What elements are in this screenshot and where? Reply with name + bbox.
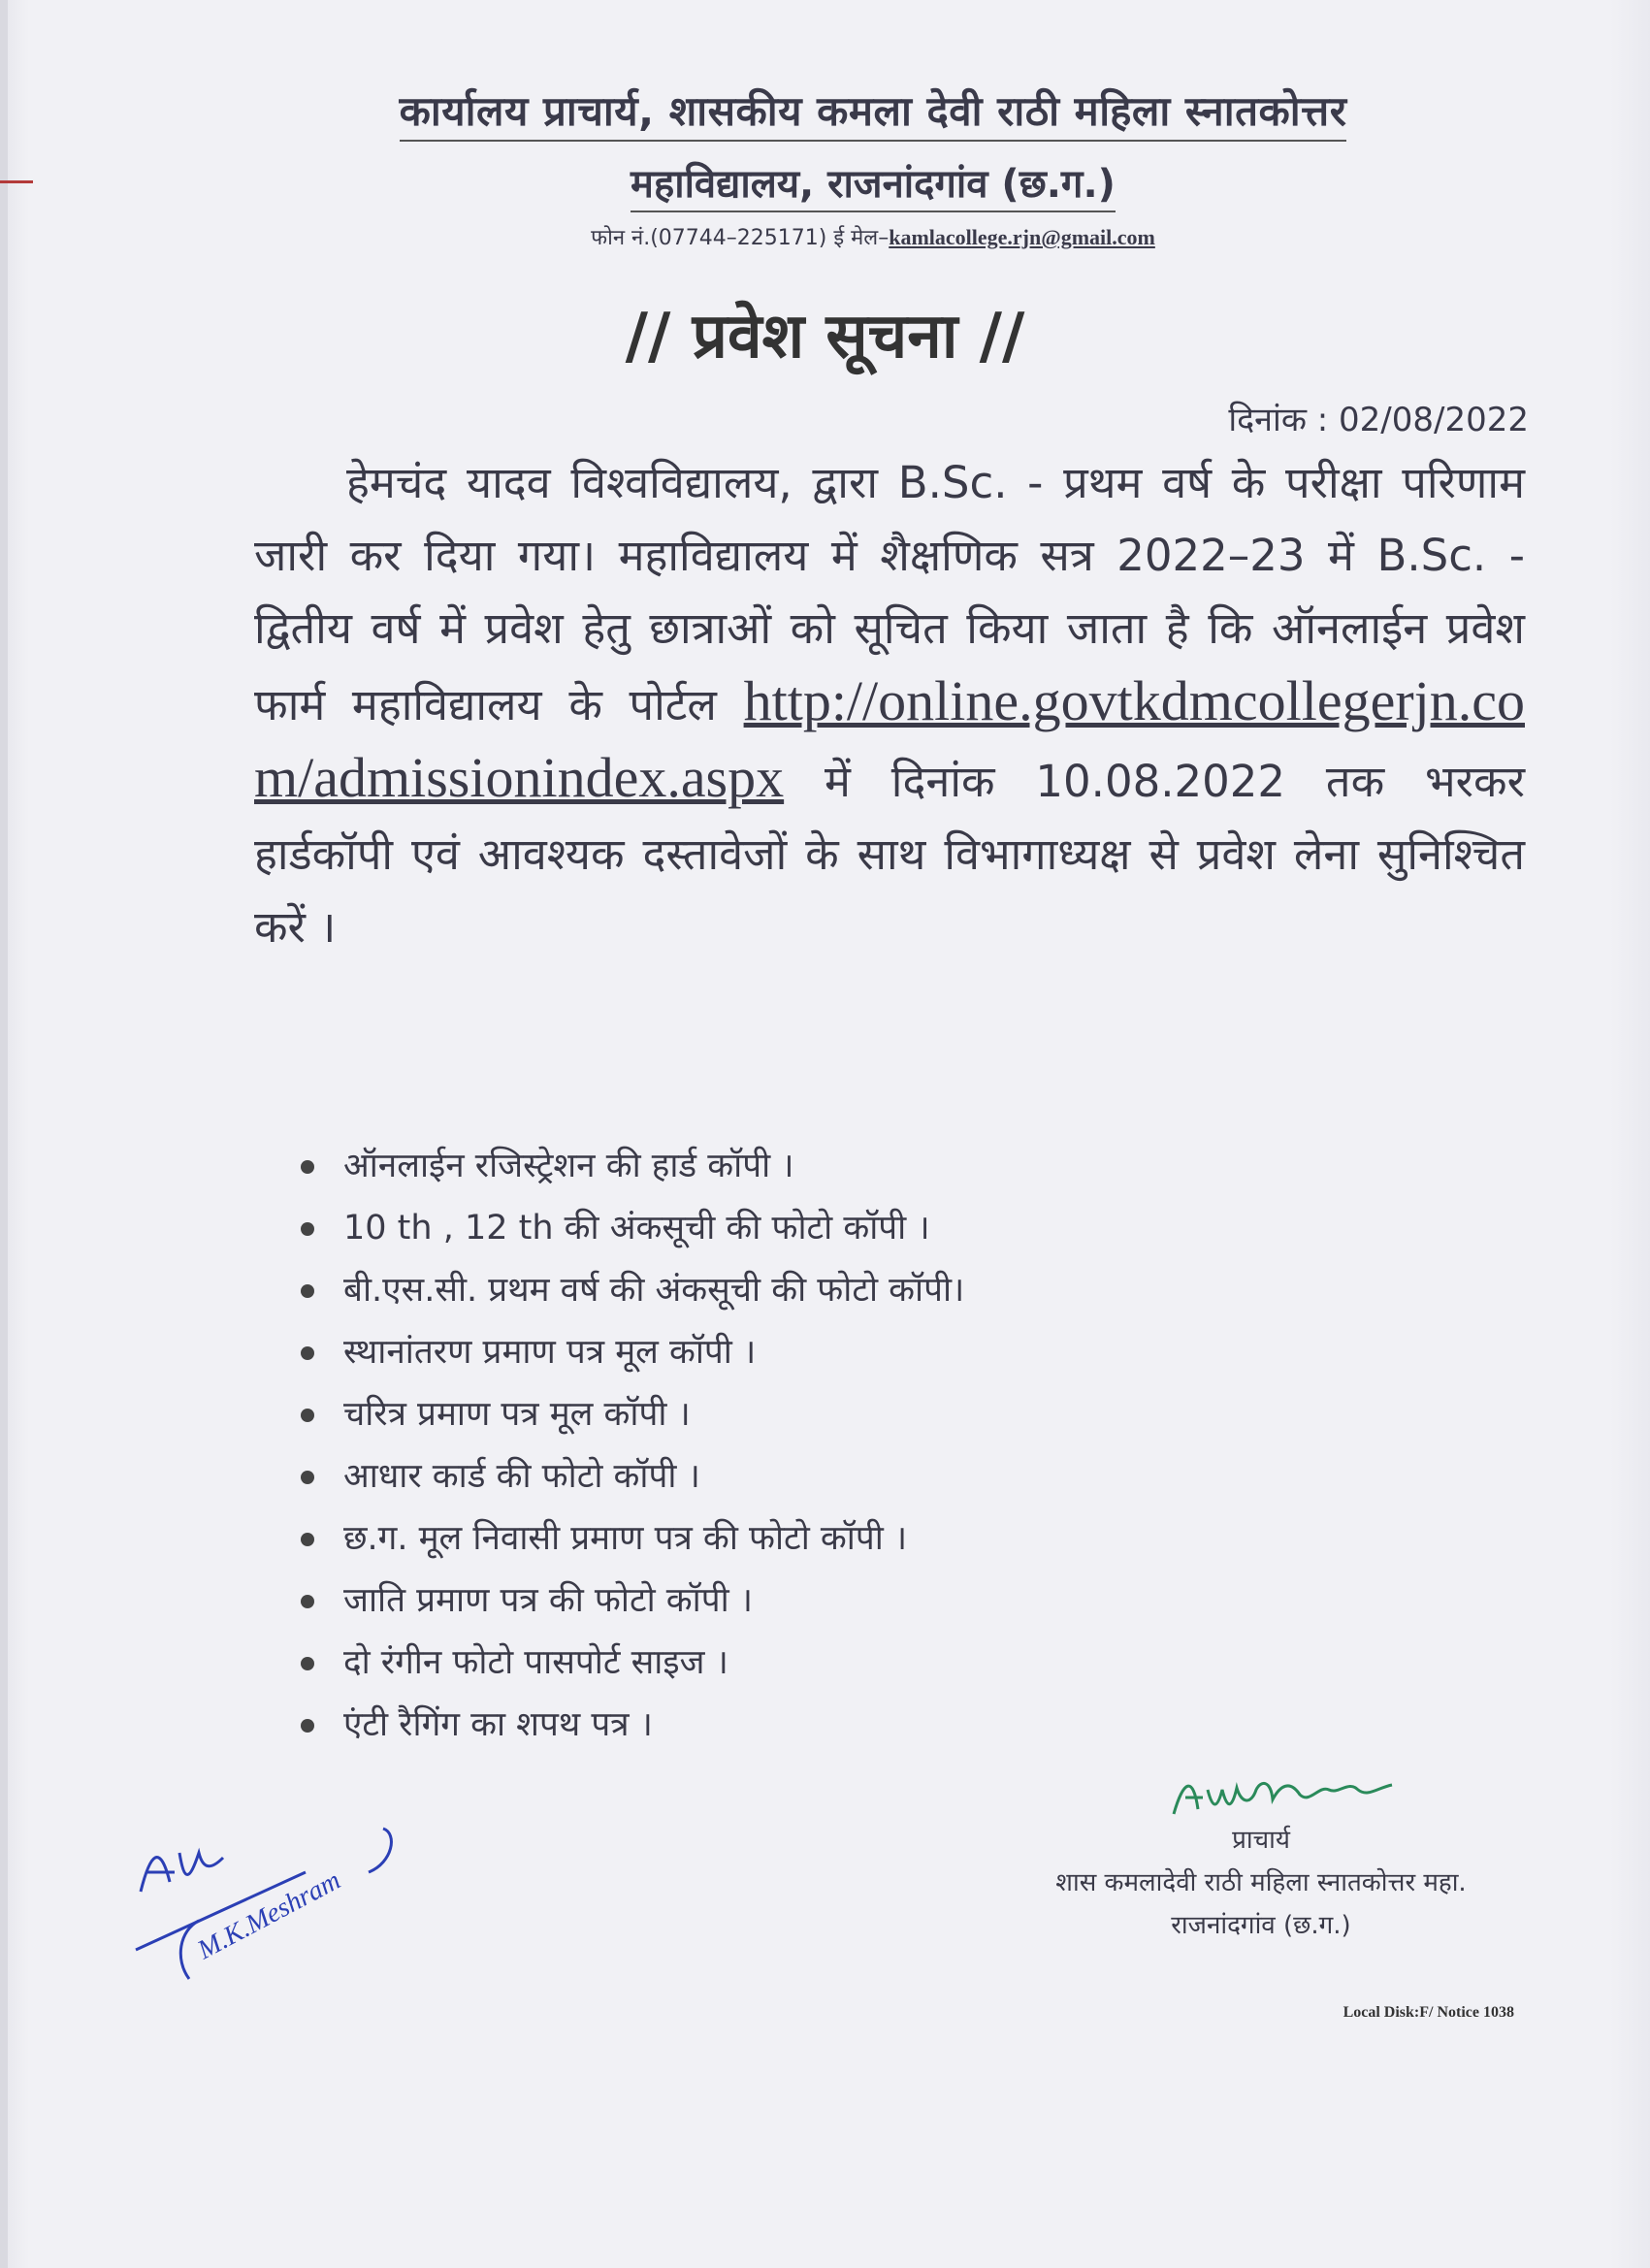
bullet-icon <box>301 1657 314 1670</box>
office-name: शास कमलादेवी राठी महिला स्नातकोत्तर महा. <box>1055 1868 1467 1897</box>
notice-title: // प्रवेश सूचना // <box>625 301 1025 373</box>
list-item: बी.एस.सी. प्रथम वर्ष की अंकसूची की फोटो कॉपी। <box>301 1259 964 1321</box>
list-item: चरित्र प्रमाण पत्र मूल कॉपी । <box>301 1383 964 1445</box>
bullet-icon <box>301 1160 314 1174</box>
letterhead-line-1: कार्यालय प्राचार्य, शासकीय कमला देवी राठी महिला स्नातकोत्तर <box>400 82 1347 142</box>
bullet-icon <box>301 1719 314 1733</box>
principal-signature-block <box>951 1761 1571 1941</box>
file-reference: Local Disk:F/ Notice 1038 <box>1343 2004 1514 2021</box>
body-part-1: हेमचंद यादव विश्वविद्यालय, द्वारा B.Sc. - प्रथम वर्ष के परीक्षा परिणाम जारी कर दिया गया। महाविद्यालय में शैक्षणिक सत्र 2022–23 में B.Sc. - द्वितीय वर्ष में प्रवेश हेतु छात्राओं को सूचित किया जाता है कि ऑनलाईन प्रवेश फार्म महाविद्यालय के पोर्टल <box>254 457 1525 730</box>
phone-text: फोन नं.(07744–225171) ई मेल– <box>591 226 890 250</box>
email-address: kamlacollege.rjn@gmail.com <box>889 225 1155 249</box>
list-item: एंटी रैगिंग का शपथ पत्र । <box>301 1694 964 1756</box>
list-item: दो रंगीन फोटो पासपोर्ट साइज । <box>301 1632 964 1694</box>
bullet-icon <box>301 1222 314 1236</box>
bullet-icon <box>301 1471 314 1484</box>
svg-text:M.K.Meshram: M.K.Meshram <box>192 1864 346 1966</box>
list-item: जाति प्रमाण पत्र की फोटो कॉपी । <box>301 1570 964 1632</box>
letterhead-line-2: महाविद्यालय, राजनांदगांव (छ.ग.) <box>631 155 1116 212</box>
bullet-icon <box>301 1284 314 1298</box>
list-item: छ.ग. मूल निवासी प्रमाण पत्र की फोटो कॉपी । <box>301 1507 964 1570</box>
bullet-icon <box>301 1595 314 1608</box>
list-item: आधार कार्ड की फोटो कॉपी । <box>301 1445 964 1507</box>
admission-portal-link[interactable]: http://online.govtkdmcollegerjn.com/admissionindex.aspx <box>254 669 1525 809</box>
contact-line <box>243 222 1504 251</box>
list-item: स्थानांतरण प्रमाण पत्र मूल कॉपी । <box>301 1321 964 1383</box>
letterhead <box>243 82 1504 251</box>
bullet-icon <box>301 1533 314 1546</box>
office-place: राजनांदगांव (छ.ग.) <box>1171 1911 1351 1940</box>
designation: प्राचार्य <box>1232 1826 1290 1855</box>
notice-date: दिनांक : 02/08/2022 <box>1228 401 1529 439</box>
bullet-icon <box>301 1346 314 1360</box>
required-documents-list <box>301 1135 964 1756</box>
red-margin-mark <box>0 180 33 183</box>
list-item: 10 th , 12 th की अंकसूची की फोटो कॉपी । <box>301 1197 964 1259</box>
notice-body <box>254 446 1525 963</box>
second-signature-icon <box>131 1814 422 2008</box>
list-item: ऑनलाईन रजिस्ट्रेशन की हार्ड कॉपी । <box>301 1135 964 1197</box>
bullet-icon <box>301 1409 314 1422</box>
body-part-2: में दिनांक 10.08.2022 तक भरकर हार्डकॉपी एवं आवश्यक दस्तावेजों के साथ विभागाध्यक्ष से प्रवेश लेना सुनिश्चित करें । <box>254 756 1525 953</box>
